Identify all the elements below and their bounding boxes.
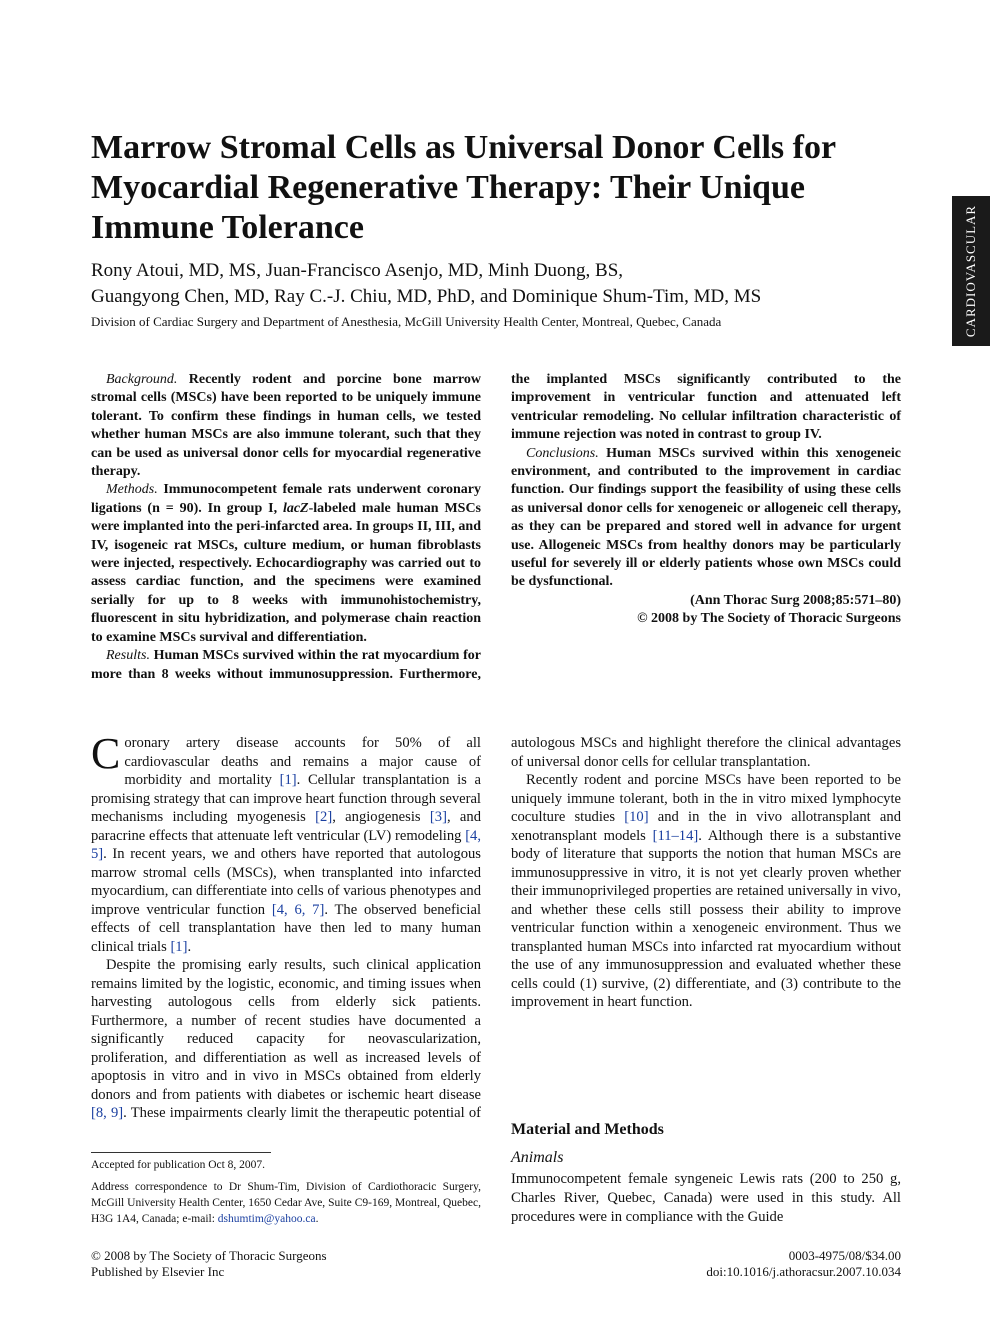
methods-text-2: -labeled male human MSCs were implanted into the peri-infarcted area. In groups II, III, and IV, isogeneic rat MSCs, culture medium, or human fibroblasts were injected, respectively. Echocardiography was carried out to assess cardiac function, and the specimens were examined serially for up to 8 weeks with immunohistochemistry, fluorescent in situ hybridization, and polymerase chain reaction to examine MSCs survival and differentiation. (91, 500, 481, 645)
lacz-term: lacZ (282, 500, 309, 516)
p3-text-3: . Although there is a substantive body of literature that supports the notion that human MSCs are immunosuppressive in vitro, it is not yet clearly proven whether their immunoprivileged properties are retained universally in vivo, and whether these cells still possess their ability to improve ventricular function within a xenogeneic environment. Thus we transplanted human MSCs into infarcted rat myocardium without the use of any immunosuppression and evaluated whether these cells could (1) survive, (2) differentiate, and (3) contribute to the improvement in heart function. (511, 827, 902, 1010)
p1-text-1: oronary artery disease accounts for 50% of all cardiovascular deaths and remains a major cause of morbidity and mortality (124, 735, 481, 788)
p1-text-6: . The observed beneficial effects of cell transplantation have then led to many human clinical trials (91, 901, 481, 955)
author-line-1: Rony Atoui, MD, MS, Juan-Francisco Asenjo, MD, Minh Duong, BS, (91, 260, 624, 281)
p1-text-2: . Cellular transplantation is a promising strategy that can improve heart function through several mechanisms including myogenesis (91, 772, 481, 825)
p1-text-7: . (187, 938, 192, 955)
correspondence-text: Address correspondence to Dr Shum-Tim, Division of Cardiothoracic Surgery, McGill University Health Center, 1650 Cedar Ave, Suite C9-169, Montreal, Quebec, H3G 1A4, Canada; e-mail: (91, 1181, 481, 1225)
email-link[interactable]: dshumtim@yahoo.ca (217, 1213, 316, 1225)
footer-copyright: © 2008 by The Society of Thoracic Surgeons (91, 1248, 327, 1263)
reference-link[interactable]: [1] (170, 938, 188, 955)
article-title: Marrow Stromal Cells as Universal Donor Cells for Myocardial Regenerative Therapy: Their Unique Immune Tolerance (91, 129, 836, 246)
p2-text-2: . These impairments clearly limit the therapeutic potential of autologous MSCs and highlight therefore the clinical advantages of universal donor cells for cellular transplantation. (123, 735, 901, 1121)
background-label: Background. (106, 372, 178, 387)
drop-cap: C (91, 729, 121, 778)
footer-left (91, 1248, 491, 1280)
p1-text-5: . In recent years, we and others have reported that autologous marrow stromal cells (MSCs), when transplanted into infarcted myocardium, can differentiate into cells of various phenotypes and improve ventricular function (91, 846, 481, 918)
reference-link[interactable]: [4, 5] (91, 827, 481, 862)
correspondence-end: . (315, 1213, 319, 1225)
animals-paragraph: Immunocompetent female syngeneic Lewis rats (200 to 250 g, Charles River, Quebec, Canada) were used in this study. All procedures were in compliance with the Guide (511, 1171, 901, 1225)
correspondence-note (91, 1179, 481, 1227)
methods-label: Methods. (106, 482, 158, 498)
conclusions-text: Human MSCs survived within this xenogeneic environment, and contributed to the improvement in cardiac function. Our findings support the feasibility of using these cells as universal donor cells for xenogeneic or allogeneic cell therapy, as they can be prepared and stored well in advance for urgent use. Allogeneic MSCs from healthy donors may be particularly useful for severely ill or elderly patients whose own MSCs could be dysfunctional. (511, 445, 901, 590)
abstract-copyright: © 2008 by The Society of Thoracic Surgeons (637, 611, 901, 627)
author-line-2: Guangyong Chen, MD, Ray C.-J. Chiu, MD, PhD, and Dominique Shum-Tim, MD, MS (91, 286, 762, 307)
footer-right (501, 1248, 901, 1280)
body-paragraph-3 (511, 771, 901, 1012)
accepted-note: Accepted for publication Oct 8, 2007. (91, 1159, 266, 1171)
reference-link[interactable]: [1] (279, 772, 297, 788)
section-tab (952, 196, 990, 346)
abstract-methods (91, 481, 481, 647)
reference-link[interactable]: [3] (429, 809, 447, 825)
conclusions-label: Conclusions. (526, 445, 599, 461)
p3-text-1: Recently rodent and porcine MSCs have been reported to be uniquely immune tolerant, both in the in vitro mixed lymphocyte coculture studies (511, 772, 901, 825)
p1-text-4: , and paracrine effects that attenuate left ventricular (LV) remodeling (91, 809, 481, 844)
affiliation: Division of Cardiac Surgery and Department of Anesthesia, McGill University Health Center, Montreal, Quebec, Canada (91, 314, 722, 329)
results-text: Human MSCs survived within the rat myocardium for more than 8 weeks without immunosuppression. Furthermore, the implanted MSCs significantly contributed to the improvement in ventricular function and attenuated left ventricular remodeling. No cellular infiltration characteristic of immune rejection was noted in contrast to group IV. (91, 372, 901, 682)
background-text: Recently rodent and porcine bone marrow stromal cells (MSCs) have been reported to be uniquely immune tolerant. To confirm these findings in human cells, we tested whether human MSCs are also immune tolerant, such that they can be used as universal donor cells for myocardial regenerative therapy. (91, 372, 481, 480)
methods-section (511, 1120, 901, 1227)
p1-text-3: , angiogenesis (332, 809, 430, 825)
footer-doi: doi:10.1016/j.athoracsur.2007.10.034 (706, 1264, 901, 1279)
author-list (91, 258, 921, 310)
p2-text-1: Despite the promising early results, such clinical application remains limited by the logistic, economic, and timing issues when harvesting autologous cells from elderly sick patients. Furthermore, a number of recent studies have documented a significantly reduced capacity for neovascularization, proliferation, and differentiation as well as increased levels of apoptosis in vitro and in vivo in MSCs obtained from elderly donors and from patients with diabetes or ischemic heart disease (91, 957, 481, 1103)
footer-publisher: Published by Elsevier Inc (91, 1264, 225, 1279)
reference-link[interactable]: [2] (315, 809, 333, 825)
subsection-heading: Animals (511, 1149, 564, 1166)
results-label: Results. (106, 648, 150, 664)
section-tab-label: CARDIOVASCULAR (963, 204, 978, 338)
abstract (91, 371, 901, 689)
reference-link[interactable]: [11–14] (652, 827, 699, 844)
body-paragraph-1 (91, 729, 481, 956)
article-body (91, 729, 902, 1134)
abstract-conclusions (511, 445, 901, 592)
methods-text-1: Immunocompetent female rats underwent coronary ligations (n = 90). In group I, (91, 482, 481, 516)
footer-issn: 0003-4975/08/$34.00 (788, 1248, 901, 1263)
abstract-background (91, 371, 481, 481)
reference-link[interactable]: [10] (624, 809, 649, 825)
reference-link[interactable]: [8, 9] (91, 1105, 124, 1121)
p3-text-2: and in the in vivo allotransplant and xenotransplant models (511, 809, 901, 844)
footnote-divider (91, 1152, 271, 1153)
section-heading: Material and Methods (511, 1121, 664, 1138)
journal-citation: (Ann Thorac Surg 2008;85:571–80) (690, 592, 901, 608)
footnotes (91, 1157, 481, 1233)
reference-link[interactable]: [4, 6, 7] (271, 901, 325, 918)
